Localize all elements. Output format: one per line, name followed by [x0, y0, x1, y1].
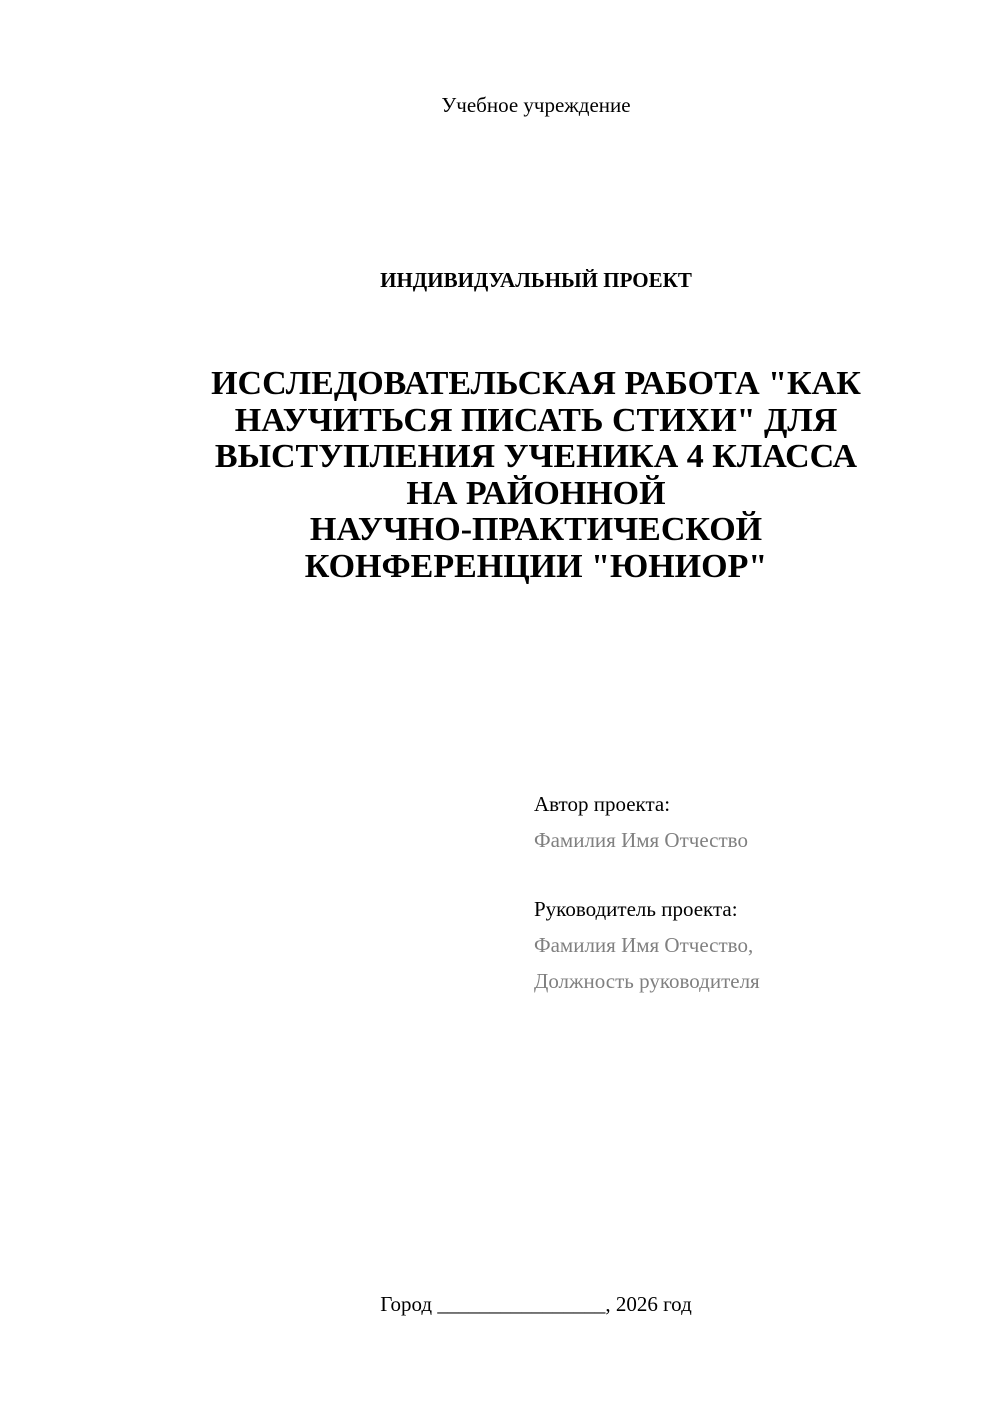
- author-block: [534, 786, 748, 858]
- institution-name: Учебное учреждение: [441, 93, 631, 117]
- supervisor-name: Фамилия Имя Отчество,: [534, 933, 754, 957]
- supervisor-block: [534, 891, 760, 999]
- project-type-heading: ИНДИВИДУАЛЬНЫЙ ПРОЕКТ: [380, 268, 692, 292]
- supervisor-position: Должность руководителя: [534, 969, 760, 993]
- title-line: КОНФЕРЕНЦИИ "ЮНИОР": [304, 547, 768, 585]
- author-name: Фамилия Имя Отчество: [534, 828, 748, 852]
- title-line: ВЫСТУПЛЕНИЯ УЧЕНИКА 4 КЛАССА: [214, 438, 858, 475]
- title-line: НАУЧИТЬСЯ ПИСАТЬ СТИХИ" ДЛЯ: [234, 401, 838, 439]
- supervisor-label: Руководитель проекта:: [534, 897, 738, 921]
- title-line: НАУЧНО-ПРАКТИЧЕСКОЙ: [309, 511, 763, 548]
- city-year-line: Город ________________, 2026 год: [380, 1292, 692, 1316]
- title-line: ИССЛЕДОВАТЕЛЬСКАЯ РАБОТА "КАК: [211, 365, 861, 402]
- title-line: НА РАЙОННОЙ: [406, 474, 666, 512]
- document-title: [160, 366, 912, 585]
- author-label: Автор проекта:: [534, 792, 671, 816]
